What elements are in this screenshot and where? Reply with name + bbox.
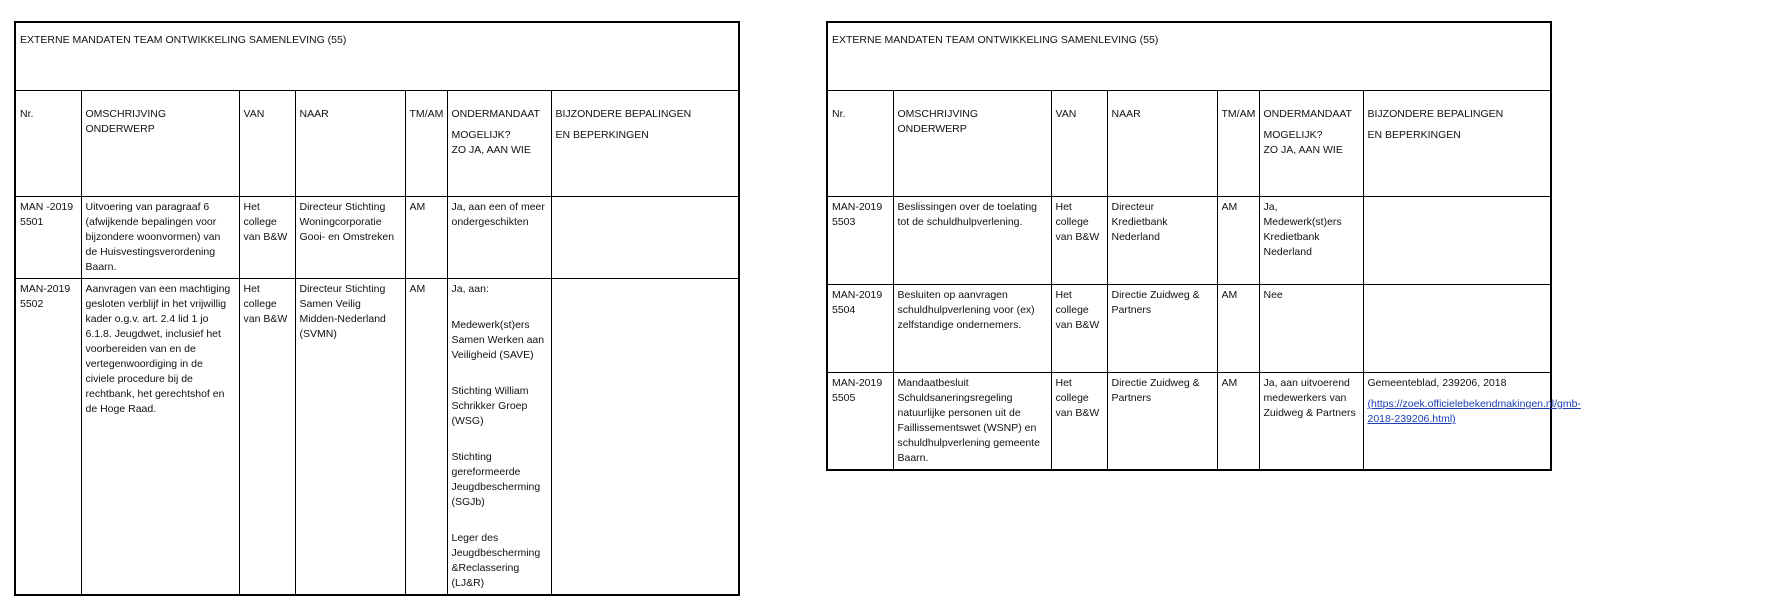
cell-bijzondere [1363,197,1551,285]
header-nr [827,91,893,197]
nr-line2: 5504 [832,304,856,316]
ondermandaat-intro: Ja, aan: [451,283,489,295]
table-row [15,197,739,279]
cell-ondermandaat: Nee [1259,285,1363,373]
cell-omschrijving: Uitvoering van paragraaf 6 (afwijkende bepalingen voor bijzondere woonvormen) van de Huisvestingsverordening Baarn. [81,197,239,279]
header-ondermandaat-line2: MOGELIJK? [1263,129,1323,141]
ondermandaat-line1: Ja, [1263,201,1278,213]
header-nr [15,91,81,197]
table-title-text: EXTERNE MANDATEN TEAM ONTWIKKELING SAMENLEVING (55) [832,34,1159,46]
header-omschrijving-text: OMSCHRIJVING ONDERWERP [897,108,979,135]
table-row [827,285,1551,373]
cell-naar: Directie Zuidweg & Partners [1107,373,1217,471]
nr-line1: MAN-2019 [832,289,883,301]
cell-van: Het college van B&W [1051,373,1107,471]
cell-van: Het college van B&W [239,279,295,596]
cell-bijzondere [551,197,739,279]
header-naar-text: NAAR [299,108,329,120]
table-title-text: EXTERNE MANDATEN TEAM ONTWIKKELING SAMENLEVING (55) [20,34,347,46]
cell-tmam: AM [405,197,447,279]
table-title [827,22,1551,91]
nr-line2: 5505 [832,392,856,404]
cell-ondermandaat [1259,197,1363,285]
table-row [827,373,1551,471]
header-omschrijving [893,91,1051,197]
cell-tmam: AM [405,279,447,596]
header-omschrijving [81,91,239,197]
cell-naar: Directeur Kredietbank Nederland [1107,197,1217,285]
header-bijzondere [551,91,739,197]
cell-tmam: AM [1217,285,1259,373]
nr-line1: MAN-2019 [20,283,71,295]
cell-tmam: AM [1217,197,1259,285]
nr-line1: MAN-2019 [832,377,883,389]
nr-line2: 5503 [832,216,856,228]
header-van [239,91,295,197]
header-van [1051,91,1107,197]
header-bijzondere-line1: BIJZONDERE BEPALINGEN [555,108,692,120]
cell-nr [827,197,893,285]
header-ondermandaat-line3: ZO JA, AAN WIE [1263,144,1343,156]
header-naar-text: NAAR [1111,108,1141,120]
cell-nr [827,373,893,471]
header-ondermandaat [447,91,551,197]
header-bijzondere-line2: EN BEPERKINGEN [1367,129,1461,141]
cell-omschrijving: Aanvragen van een machtiging gesloten verblijf in het vrijwillig kader o.g.v. art. 2.4 lid 1 jo 6.1.8. Jeugdwet, inclusief het voorbereiden van en de vertegenwoordiging in de civiele procedure bij de rechtbank, het gerechtshof en de Hoge Raad. [81,279,239,596]
cell-nr [827,285,893,373]
header-bijzondere-line1: BIJZONDERE BEPALINGEN [1367,108,1504,120]
ondermandaat-line2: Medewerk(st)ers Kredietbank Nederland [1263,216,1342,258]
header-van-text: VAN [1055,108,1077,120]
nr-line1: MAN -2019 [20,201,74,213]
header-tmam [1217,91,1259,197]
cell-bijzondere [551,279,739,596]
ondermandaat-item: Stichting William Schrikker Groep (WSG) [451,385,529,427]
cell-omschrijving: Beslissingen over de toelating tot de schuldhulpverlening. [893,197,1051,285]
cell-naar: Directie Zuidweg & Partners [1107,285,1217,373]
header-omschrijving-text: OMSCHRIJVING ONDERWERP [85,108,167,135]
header-nr-text: Nr. [20,108,34,120]
header-row [15,91,739,197]
header-tmam [405,91,447,197]
cell-omschrijving: Mandaatbesluit Schuldsaneringsregeling natuurlijke personen uit de Faillissementswet (WSNP) en schuldhulpverlening gemeente Baarn. [893,373,1051,471]
table-title [15,22,739,91]
cell-van: Het college van B&W [1051,285,1107,373]
header-bijzondere [1363,91,1551,197]
nr-line2: 5501 [20,216,44,228]
header-tmam-text: TM/AM [1221,108,1256,120]
cell-nr [15,197,81,279]
cell-omschrijving: Besluiten op aanvragen schuldhulpverlening voor (ex) zelfstandige ondernemers. [893,285,1051,373]
cell-naar: Directeur Stichting Woningcorporatie Gooi- en Omstreken [295,197,405,279]
cell-nr [15,279,81,596]
header-row [827,91,1551,197]
mandate-table-left [14,21,740,596]
header-naar [295,91,405,197]
ondermandaat-item: Leger des Jeugdbescherming &Reclassering (LJ&R) [451,532,541,589]
header-tmam-text: TM/AM [409,108,444,120]
cell-ondermandaat: Ja, aan uitvoerend medewerkers van Zuidweg & Partners [1259,373,1363,471]
cell-bijzondere [1363,285,1551,373]
cell-ondermandaat: Ja, aan een of meer ondergeschikten [447,197,551,279]
cell-bijzondere [1363,373,1581,471]
ondermandaat-item: Stichting gereformeerde Jeugdbescherming (SGJb) [451,451,541,508]
ondermandaat-item: Medewerk(st)ers Samen Werken aan Veiligheid (SAVE) [451,319,545,361]
bijzondere-text: Gemeenteblad, 239206, 2018 [1367,377,1507,389]
header-ondermandaat-line1: ONDERMANDAAT [451,108,540,120]
cell-ondermandaat [447,279,551,596]
table-row [827,197,1551,285]
header-ondermandaat [1259,91,1363,197]
nr-line2: 5502 [20,298,44,310]
header-naar [1107,91,1217,197]
header-ondermandaat-line2: MOGELIJK? [451,129,511,141]
nr-line1: MAN-2019 [832,201,883,213]
cell-van: Het college van B&W [239,197,295,279]
header-ondermandaat-line1: ONDERMANDAAT [1263,108,1352,120]
gemeenteblad-link[interactable]: (https://zoek.officielebekendmakingen.nl/gmb-2018-239206.html) [1367,398,1581,425]
cell-van: Het college van B&W [1051,197,1107,285]
header-ondermandaat-line3: ZO JA, AAN WIE [451,144,531,156]
cell-tmam: AM [1217,373,1259,471]
header-bijzondere-line2: EN BEPERKINGEN [555,129,649,141]
header-nr-text: Nr. [832,108,846,120]
mandate-table-right [826,21,1581,471]
cell-naar: Directeur Stichting Samen Veilig Midden-Nederland (SVMN) [295,279,405,596]
header-van-text: VAN [243,108,265,120]
table-row [15,279,739,596]
